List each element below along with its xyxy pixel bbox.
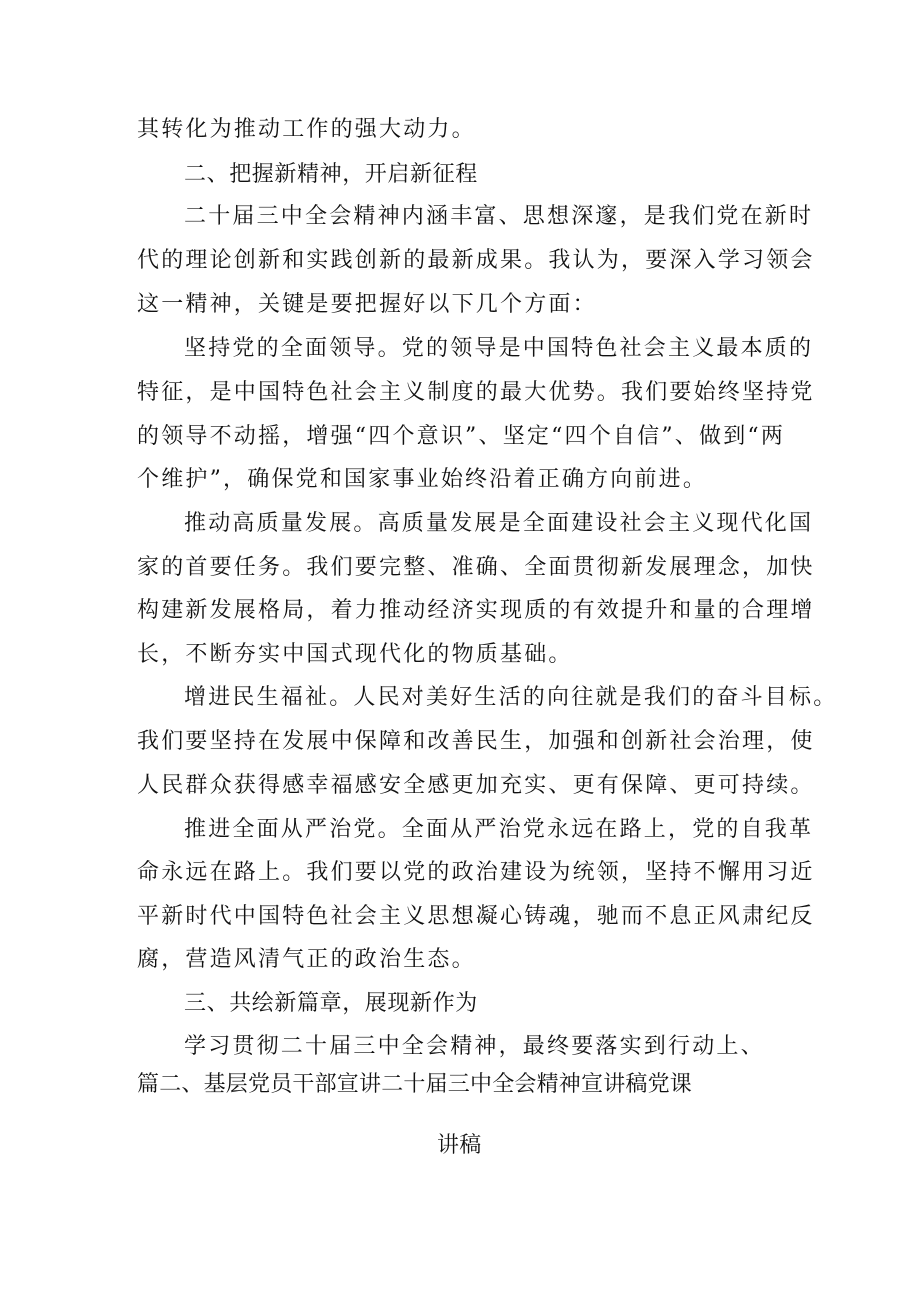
paragraph-line: 增进民生福祉。人民对美好生活的向往就是我们的奋斗目标。 <box>184 685 838 710</box>
paragraph-line: 家的首要任务。我们要完整、准确、全面贯彻新发展理念，加快 <box>137 555 815 580</box>
paragraph-line: 构建新发展格局，着力推动经济实现质的有效提升和量的合理增 <box>137 598 815 623</box>
paragraph-line: 的领导不动摇，增强“四个意识”、坚定“四个自信”、做到“两 <box>137 424 786 449</box>
paragraph-line: 代的理论创新和实践创新的最新成果。我认为，要深入学习领会 <box>137 248 815 273</box>
paragraph-line: 推动高质量发展。高质量发展是全面建设社会主义现代化国 <box>184 511 814 536</box>
paragraph-line: 其转化为推动工作的强大动力。 <box>137 117 476 142</box>
paragraph-line: 人民群众获得感幸福感安全感更加充实、更有保障、更可持续。 <box>137 773 815 798</box>
paragraph-line: 个维护”，确保党和国家事业始终沿着正确方向前进。 <box>137 467 708 492</box>
paragraph-line: 命永远在路上。我们要以党的政治建设为统领，坚持不懈用习近 <box>137 860 815 885</box>
paragraph-line: 我们要坚持在发展中保障和改善民生，加强和创新社会治理，使 <box>137 729 815 754</box>
paragraph-line: 长，不断夯实中国式现代化的物质基础。 <box>137 642 573 667</box>
paragraph-line: 腐，营造风清气正的政治生态。 <box>137 947 476 972</box>
next-article-title-cont: 讲稿 <box>437 1133 482 1158</box>
section-heading-2: 二、把握新精神，开启新征程 <box>184 162 478 187</box>
next-article-title: 篇二、基层党员干部宣讲二十届三中全会精神宣讲稿党课 <box>137 1072 693 1097</box>
paragraph-line: 坚持党的全面领导。党的领导是中国特色社会主义最本质的 <box>184 336 814 361</box>
paragraph-line: 这一精神，关键是要把握好以下几个方面： <box>137 292 597 317</box>
paragraph-line: 学习贯彻二十届三中全会精神，最终要落实到行动上、 <box>184 1034 765 1059</box>
section-heading-3: 三、共绘新篇章，展现新作为 <box>184 991 478 1016</box>
paragraph-line: 平新时代中国特色社会主义思想凝心铸魂，驰而不息正风肃纪反 <box>137 904 815 929</box>
paragraph-line: 推进全面从严治党。全面从严治党永远在路上，党的自我革 <box>184 817 814 842</box>
paragraph-line: 特征，是中国特色社会主义制度的最大优势。我们要始终坚持党 <box>137 380 815 405</box>
paragraph-line: 二十届三中全会精神内涵丰富、思想深邃，是我们党在新时 <box>184 204 814 229</box>
